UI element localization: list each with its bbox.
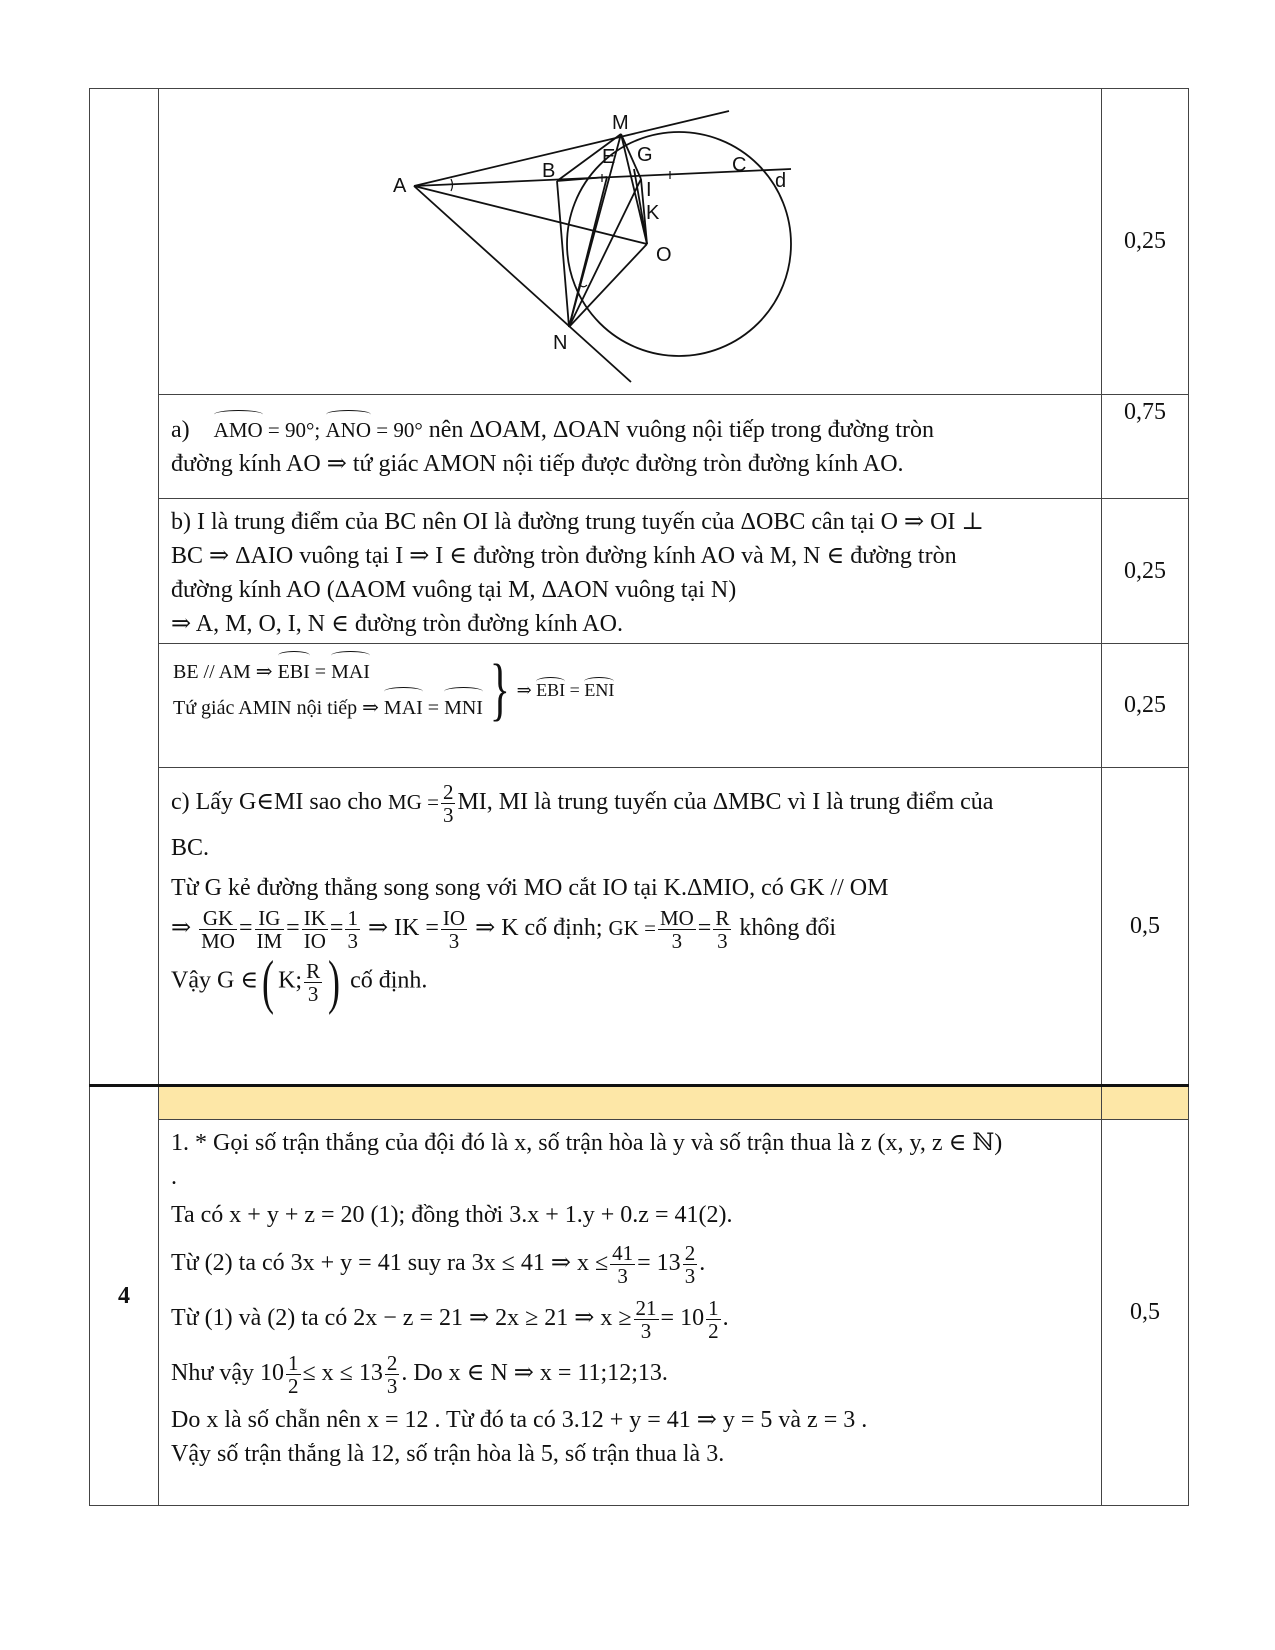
- score-value: 0,5: [1130, 1299, 1160, 1325]
- label-M: M: [612, 112, 629, 134]
- part-b2-result: ⇒ EBI = ENI: [516, 679, 615, 700]
- part-b-line-1: b) I là trung điểm của BC nên OI là đường trung tuyến của ΔOBC cân tại O ⇒ OI ⊥: [171, 509, 984, 535]
- part-c-line-3: Từ G kẻ đường thẳng song song với MO cắt IO tại K.ΔMIO, có GK // OM: [171, 875, 889, 902]
- label-N: N: [553, 332, 568, 354]
- part-b2-cell: [159, 644, 1102, 768]
- label-G: G: [637, 144, 653, 166]
- label-E: E: [602, 146, 616, 168]
- part-b2-system: [159, 644, 1101, 726]
- q4-line-4: Từ (1) và (2) ta có 2x − z = 21 ⇒ 2x ≥ 21 ⇒ x ≥ $\frac{21}{3}$ = 10 $\frac{1}{2}$ .: [171, 1296, 729, 1344]
- q4-text: [159, 1120, 1101, 1471]
- score-value: 0,25: [1124, 228, 1166, 254]
- answer-table: [89, 88, 1189, 1506]
- question-number-cell: [90, 1086, 159, 1506]
- angle-eq-1: = 90°;: [262, 418, 326, 442]
- q4-line-2: Ta có x + y + z = 20 (1); đồng thời 3.x + 1.y + 0.z = 41(2).: [171, 1202, 733, 1228]
- label-C: C: [732, 154, 747, 176]
- score-cell: [1102, 499, 1189, 644]
- part-b2-line-2: Tứ giác AMIN nội tiếp ⇒ MAI = MNI: [173, 690, 483, 726]
- label-B: B: [542, 160, 556, 182]
- part-c-cell: [159, 768, 1102, 1086]
- label-A: A: [393, 175, 407, 197]
- question-header-highlight-score: [1102, 1086, 1189, 1120]
- diagram-cell: [159, 89, 1102, 395]
- q4-line-1b: .: [171, 1164, 177, 1190]
- label-O: O: [656, 244, 672, 266]
- question-number-cell-empty: [90, 89, 159, 1086]
- q4-line-3: Từ (2) ta có 3x + y = 41 suy ra 3x ≤ 41 ⇒ x ≤ $\frac{41}{3}$ = 13 $\frac{2}{3}$ .: [171, 1241, 706, 1289]
- part-b-line-4: ⇒ A, M, O, I, N ∈ đường tròn đường kính AO.: [171, 611, 623, 637]
- question-header-highlight: [159, 1086, 1102, 1120]
- score-value: 0,25: [1124, 557, 1166, 584]
- score-cell: [1102, 644, 1189, 768]
- question-number: 4: [118, 1282, 130, 1309]
- geometry-diagram: [159, 89, 1055, 389]
- right-brace: }: [489, 651, 510, 728]
- angle-ano: ANO: [326, 413, 372, 447]
- label-K: K: [646, 202, 660, 224]
- part-c-line-5: Vậy G ∈( K; $\frac{R}{3}$ ) cố định.: [171, 949, 428, 1016]
- q4-line-6: Do x là số chẵn nên x = 12 . Từ đó ta có 3.12 + y = 41 ⇒ y = 5 và z = 3 .: [171, 1407, 868, 1434]
- part-b-line-2: BC ⇒ ΔAIO vuông tại I ⇒ I ∈ đường tròn đường kính AO và M, N ∈ đường tròn: [171, 543, 957, 569]
- part-c-text: [159, 768, 1101, 1016]
- score-value: 0,5: [1130, 912, 1160, 939]
- q4-line-7: Vậy số trận thắng là 12, số trận hòa là 5, số trận thua là 3.: [171, 1441, 725, 1468]
- part-c-line-2: BC.: [171, 835, 210, 862]
- part-c-line-1: c) Lấy G∈MI sao cho MG = $\frac{2}{3}$ MI, MI là trung tuyến của ΔMBC vì I là trung điểm của: [171, 779, 994, 827]
- part-a-text-1: nên ΔOAM, ΔOAN vuông nội tiếp trong đường tròn: [428, 417, 934, 443]
- part-b2-line-1: BE // AM ⇒ EBI = MAI: [173, 654, 483, 690]
- part-a-text-2: đường kính AO ⇒ tứ giác AMON nội tiếp được đường tròn đường kính AO.: [171, 451, 904, 477]
- part-a-prefix: a): [171, 417, 190, 443]
- part-a-cell: [159, 395, 1102, 499]
- q4-line-1: 1. * Gọi số trận thắng của đội đó là x, số trận hòa là y và số trận thua là z (x, y, z ∈ ℕ): [171, 1130, 1003, 1156]
- score-value: 0,75: [1124, 399, 1166, 425]
- part-b-text: [159, 499, 1101, 641]
- score-cell: [1102, 1120, 1189, 1506]
- score-value: 0,25: [1124, 692, 1166, 718]
- label-I: I: [646, 179, 652, 201]
- score-cell: [1102, 89, 1189, 395]
- angle-eq-2: = 90°: [371, 418, 423, 442]
- angle-amo: AMO: [214, 413, 263, 447]
- part-c-line-4: ⇒ $\frac{GK}{MO}$ = $\frac{IG}{IM}$ = $\frac{IK}{IO}$ = $\frac{1}{3}$ ⇒ IK = $\frac{IO}{3}$ ⇒ K cố định; GK = $\frac{MO}{3}$ = $\frac{R}{3}$ không đổi: [171, 905, 837, 954]
- part-a-text: [159, 395, 1101, 481]
- q4-content-cell: [159, 1120, 1102, 1506]
- score-cell: [1102, 768, 1189, 1086]
- q4-line-5: Như vậy 10 $\frac{1}{2}$ ≤ x ≤ 13 $\frac{2}{3}$ . Do x ∈ N ⇒ x = 11;12;13.: [171, 1351, 668, 1399]
- score-cell: [1102, 395, 1189, 499]
- part-b-line-3: đường kính AO (ΔAOM vuông tại M, ΔAON vuông tại N): [171, 577, 737, 603]
- label-d: d: [775, 170, 787, 192]
- part-b-cell: [159, 499, 1102, 644]
